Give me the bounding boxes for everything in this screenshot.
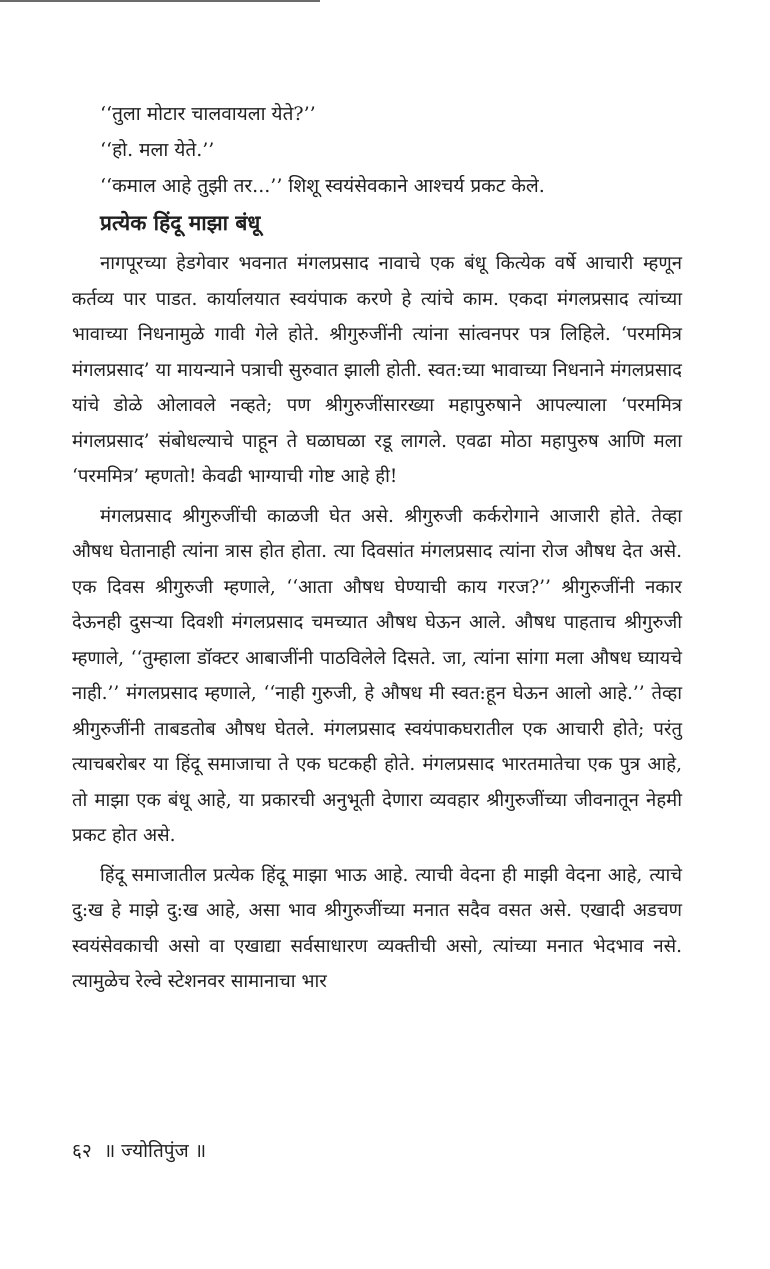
top-rule: [0, 0, 320, 2]
body-paragraph: हिंदू समाजातील प्रत्येक हिंदू माझा भाऊ आहे. त्याची वेदना ही माझी वेदना आहे, त्याचे दु:ख हे माझे दु:ख आहे, असा भाव श्रीगुरुजींच्या मनात सदैव वसत असे. एखादी अडचण स्वयंसेवकाची असो वा एखाद्या सर्वसाधारण व्यक्तीची असो, त्यांच्या मनात भेदभाव नसे. त्यामुळेच रेल्वे स्टेशनवर सामानाचा भार: [72, 864, 682, 992]
page-number: ६२: [72, 1140, 92, 1162]
page-body: [72, 96, 682, 1000]
section-heading: प्रत्येक हिंदू माझा बंधू: [100, 210, 261, 235]
dialogue-line: ‘‘हो. मला येते.’’: [100, 139, 215, 161]
body-paragraph: नागपूरच्या हेडगेवार भवनात मंगलप्रसाद नावाचे एक बंधू कित्येक वर्षे आचारी म्हणून कर्तव्य पार पाडत. कार्यालयात स्वयंपाक करणे हे त्यांचे काम. एकदा मंगलप्रसाद त्यांच्या भावाच्या निधनामुळे गावी गेले होते. श्रीगुरुजींनी त्यांना सांत्वनपर पत्र लिहिले. ‘परममित्र मंगलप्रसाद’ या मायन्याने पत्राची सुरुवात झाली होती. स्वत:च्या भावाच्या निधनाने मंगलप्रसाद यांचे डोळे ओलावले नव्हते; पण श्रीगुरुजींसारख्या महापुरुषाने आपल्याला ‘परममित्र मंगलप्रसाद’ संबोधल्याचे पाहून ते घळाघळा रडू लागले. एवढा मोठा महापुरुष आणि मला ‘परममित्र’ म्हणतो! केवढी भाग्याची गोष्ट आहे ही!: [72, 253, 682, 487]
page-footer: [72, 1136, 206, 1166]
book-title: ॥ ज्योतिपुंज ॥: [103, 1140, 207, 1162]
body-paragraph: मंगलप्रसाद श्रीगुरुजींची काळजी घेत असे. श्रीगुरुजी कर्करोगाने आजारी होते. तेव्हा औषध घेतानाही त्यांना त्रास होत होता. त्या दिवसांत मंगलप्रसाद त्यांना रोज औषध देत असे. एक दिवस श्रीगुरुजी म्हणाले, ‘‘आता औषध घेण्याची काय गरज?’’ श्रीगुरुजींनी नकार देऊनही दुसऱ्या दिवशी मंगलप्रसाद चमच्यात औषध घेऊन आले. औषध पाहताच श्रीगुरुजी म्हणाले, ‘‘तुम्हाला डॉक्टर आबाजींनी पाठविलेले दिसते. जा, त्यांना सांगा मला औषध घ्यायचे नाही.’’ मंगलप्रसाद म्हणाले, ‘‘नाही गुरुजी, हे औषध मी स्वत:हून घेऊन आलो आहे.’’ तेव्हा श्रीगुरुजींनी ताबडतोब औषध घेतले. मंगलप्रसाद स्वयंपाकघरातील एक आचारी होते; परंतु त्याचबरोबर या हिंदू समाजाचा ते एक घटकही होते. मंगलप्रसाद भारतमातेचा एक पुत्र आहे, तो माझा एक बंधू आहे, या प्रकारची अनुभूती देणारा व्यवहार श्रीगुरुजींच्या जीवनातून नेहमी प्रकट होत असे.: [72, 505, 682, 846]
dialogue-line: ‘‘तुला मोटार चालवायला येते?’’: [100, 103, 316, 125]
dialogue-line: ‘‘कमाल आहे तुझी तर...’’ शिशू स्वयंसेवकाने आश्चर्य प्रकट केले.: [100, 175, 545, 197]
